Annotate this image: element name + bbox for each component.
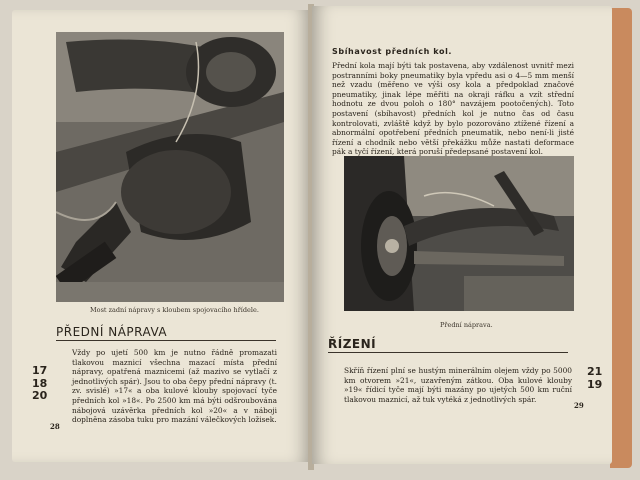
page-number-right: 29 <box>574 401 584 410</box>
margin-number: 21 <box>587 365 603 378</box>
cover-edge <box>610 8 632 468</box>
rear-axle-caption: Most zadní nápravy s kloubem spojovacího hřídele. <box>90 306 259 314</box>
page-number-left: 28 <box>50 422 60 431</box>
margin-number: 19 <box>587 377 603 391</box>
steering-text: Skříň řízení plní se hustým minerálním olejem vždy po 5000 km otvorem »21«, uzavřeným zátkou. Oba kulové klouby »19« řídicí tyče mají býti mazány po ujetých 500 km ruční tlakovou maznicí, až tuk vytéká z jednotlivých spár. <box>344 366 572 404</box>
toe-in-heading: Sbíhavost předních kol. <box>332 47 453 56</box>
front-axle-photo <box>344 156 574 311</box>
steering-title: ŘÍZENÍ <box>328 337 568 353</box>
margin-number: 18 <box>32 376 48 390</box>
right-page <box>312 6 612 464</box>
rear-axle-illustration <box>56 32 284 302</box>
left-page <box>12 10 310 462</box>
right-margin-numbers <box>587 366 602 391</box>
front-axle-illustration <box>344 156 574 311</box>
margin-number: 20 <box>32 389 48 402</box>
front-axle-text: Vždy po ujetí 500 km je nutno řádně promazati tlakovou maznicí všechna mazací místa přední nápravy, opatřená maznicemi (až mazivo se vytlačí z jednotlivých spár). Jsou to oba čepy přední nápravy (t. zv. svislé) »17« a oba kulové klouby spojovací tyče předních kol »18«. Po 2500 km má býti odšroubována nábojová uzávěrka předních kol »20« a v náboji doplněna zásoba tuku pro mazání válečkových ložisek. <box>72 348 277 425</box>
left-margin-numbers <box>32 365 47 403</box>
rear-axle-photo <box>56 32 284 302</box>
margin-number: 17 <box>32 364 48 377</box>
front-axle-caption: Přední náprava. <box>440 321 493 329</box>
toe-in-text: Přední kola mají býti tak postavena, aby vzdálenost uvnitř mezi postranními boky pneumatiky byla vpředu asi o 4—5 mm menší než vzadu (měřeno ve výši osy kola a předpoklad značové pneumatiky, jinak lépe měřiti na okraji ráfku a vzít střední hodnotu ze dvou poloh o 180° navzájem pootočených). Toto postavení (sbíhavost) předních kol je nutno čas od času kontrolovati, zvláště když by bylo pozorováno ztížené řízení a abnormální opotřebení předních pneumatik, nebo není-li jisté řízení a chodník nebo větší překážku může nastati deformace pák a tyčí řízení, která poruší předepsané postavení kol. <box>332 61 574 157</box>
front-axle-title: PŘEDNÍ NÁPRAVA <box>56 325 276 341</box>
